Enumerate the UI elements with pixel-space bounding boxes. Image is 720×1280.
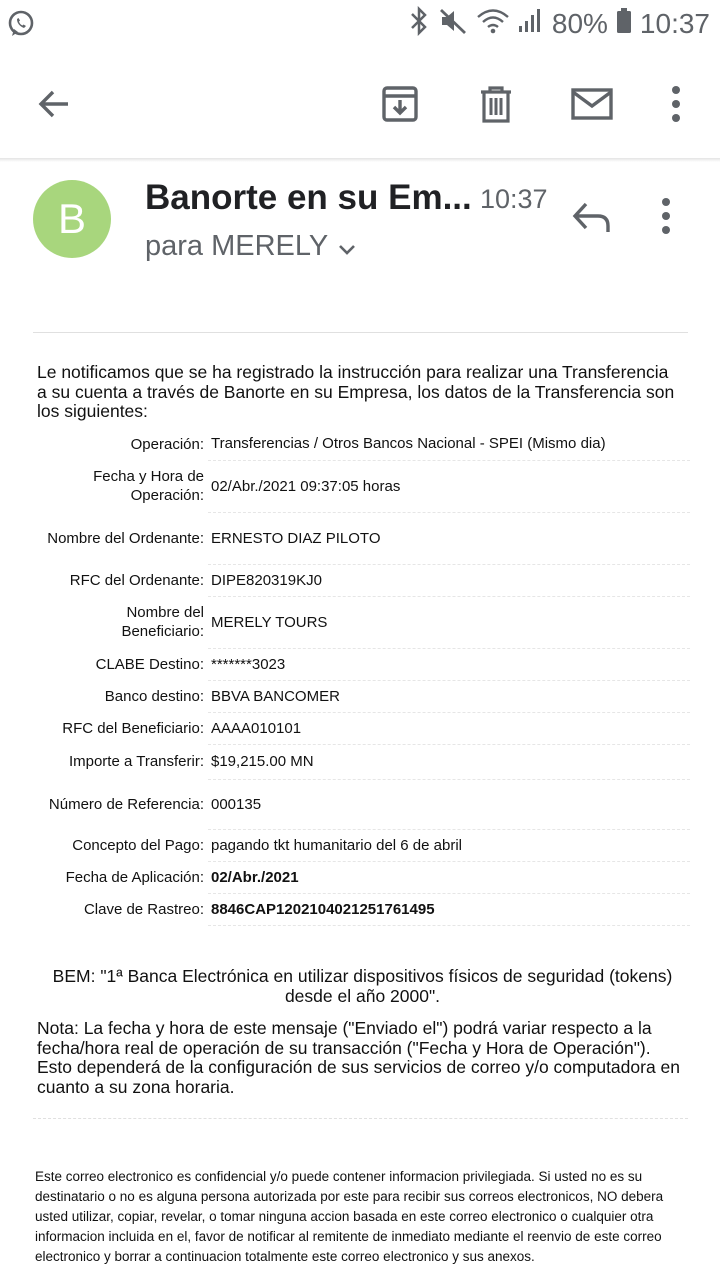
signal-icon (518, 6, 544, 41)
detail-label: Fecha y Hora de Operación: (93, 468, 204, 504)
more-vert-icon[interactable] (652, 80, 700, 128)
status-bar (0, 0, 720, 50)
detail-value: 8846CAP1202104021251761495 (208, 893, 690, 925)
detail-label: Importe a Transferir: (68, 753, 204, 770)
chevron-down-icon[interactable] (338, 231, 356, 264)
detail-value: 000135 (208, 779, 690, 829)
message-header (0, 162, 720, 312)
detail-row (40, 460, 690, 512)
detail-value: 02/Abr./2021 (208, 861, 690, 893)
detail-value: Transferencias / Otros Bancos Nacional - SPEI (Mismo dia) (208, 428, 690, 460)
battery-icon (616, 6, 632, 41)
delete-icon[interactable] (472, 80, 520, 128)
detail-row (40, 648, 690, 680)
wifi-icon (476, 6, 510, 41)
detail-value: 02/Abr./2021 09:37:05 horas (208, 460, 690, 512)
mute-icon (438, 6, 468, 41)
detail-label: Banco destino: (104, 687, 204, 705)
detail-value: *******3023 (208, 648, 690, 680)
detail-label: Operación: (130, 435, 204, 453)
detail-value: AAAA010101 (208, 712, 690, 744)
recipient-label: para MERELY (145, 230, 329, 262)
back-arrow-icon[interactable] (30, 80, 78, 128)
detail-label: RFC del Beneficiario: (62, 719, 204, 737)
detail-value: ERNESTO DIAZ PILOTO (208, 512, 690, 564)
status-clock: 10:37 (639, 7, 710, 39)
bluetooth-icon (408, 6, 430, 41)
detail-value: pagando tkt humanitario del 6 de abril (208, 829, 690, 861)
detail-row (40, 564, 690, 596)
detail-value: BBVA BANCOMER (208, 680, 690, 712)
message-more-vert-icon[interactable] (660, 198, 672, 239)
note-paragraph: Nota: La fecha y hora de este mensaje ("Enviado el") podrá variar respecto a la fecha/hora real de operación de su transacción ("Fecha y Hora de Operación"). Esto dependerá de la configuración de sus servicios de correo y/o computadora en cuanto a su zona horaria. (37, 1018, 681, 1097)
detail-label: RFC del Ordenante: (69, 571, 204, 589)
detail-label: Clave de Rastreo: (83, 900, 204, 918)
detail-label: Nombre del Beneficiario: (121, 604, 204, 640)
detail-row (40, 596, 690, 648)
disclaimer-paragraph: Este correo electronico es confidencial y/o puede contener informacion privilegiada. Si usted no es su destinatario o no es alguna persona autorizada por este para recibir sus correos electronicos, NO debera usted utilizar, copiar, revelar, o tomar ninguna accion basada en este correo electronico o cualquier otra informacion incluida en el, favor de notificar al remitente de inmediato mediante el reenvio de este correo electronico y borrar a continuacion totalmente este correo electronico y sus anexos. (35, 1169, 664, 1264)
detail-label: Nombre del Ordenante: (47, 529, 204, 547)
detail-row (40, 744, 690, 779)
detail-row (40, 712, 690, 744)
detail-row (40, 829, 690, 861)
recipient-line[interactable] (145, 230, 356, 264)
bem-paragraph: BEM: "1ª Banca Electrónica en utilizar dispositivos físicos de seguridad (tokens) desde el año 2000". (52, 966, 673, 1006)
detail-value: DIPE820319KJ0 (208, 564, 690, 596)
sender-name[interactable]: Banorte en su Em... (145, 178, 472, 217)
email-toolbar (0, 50, 720, 158)
reply-icon[interactable] (570, 198, 614, 243)
header-divider (33, 332, 688, 333)
detail-value: MERELY TOURS (208, 596, 690, 648)
detail-row (40, 428, 690, 460)
detail-row (40, 893, 690, 925)
intro-paragraph: Le notificamos que se ha registrado la instrucción para realizar una Transferencia a su cuenta a través de Banorte en su Empresa, los datos de la Transferencia son los siguientes: (37, 362, 675, 421)
detail-row (40, 861, 690, 893)
detail-value: $19,215.00 MN (208, 744, 690, 779)
message-time: 10:37 (480, 184, 548, 214)
battery-percent: 80% (551, 7, 608, 39)
footer-divider (33, 1118, 688, 1119)
transfer-details-table (40, 428, 690, 926)
whatsapp-icon (6, 9, 36, 44)
sender-avatar[interactable]: B (33, 180, 111, 258)
detail-label: Concepto del Pago: (72, 836, 204, 854)
detail-row (40, 680, 690, 712)
archive-icon[interactable] (376, 80, 424, 128)
detail-label: Fecha de Aplicación: (65, 868, 204, 886)
detail-row (40, 779, 690, 829)
detail-label: CLABE Destino: (95, 655, 204, 673)
detail-row (40, 512, 690, 564)
mail-icon[interactable] (568, 80, 616, 128)
detail-label: Número de Referencia: (48, 795, 204, 813)
